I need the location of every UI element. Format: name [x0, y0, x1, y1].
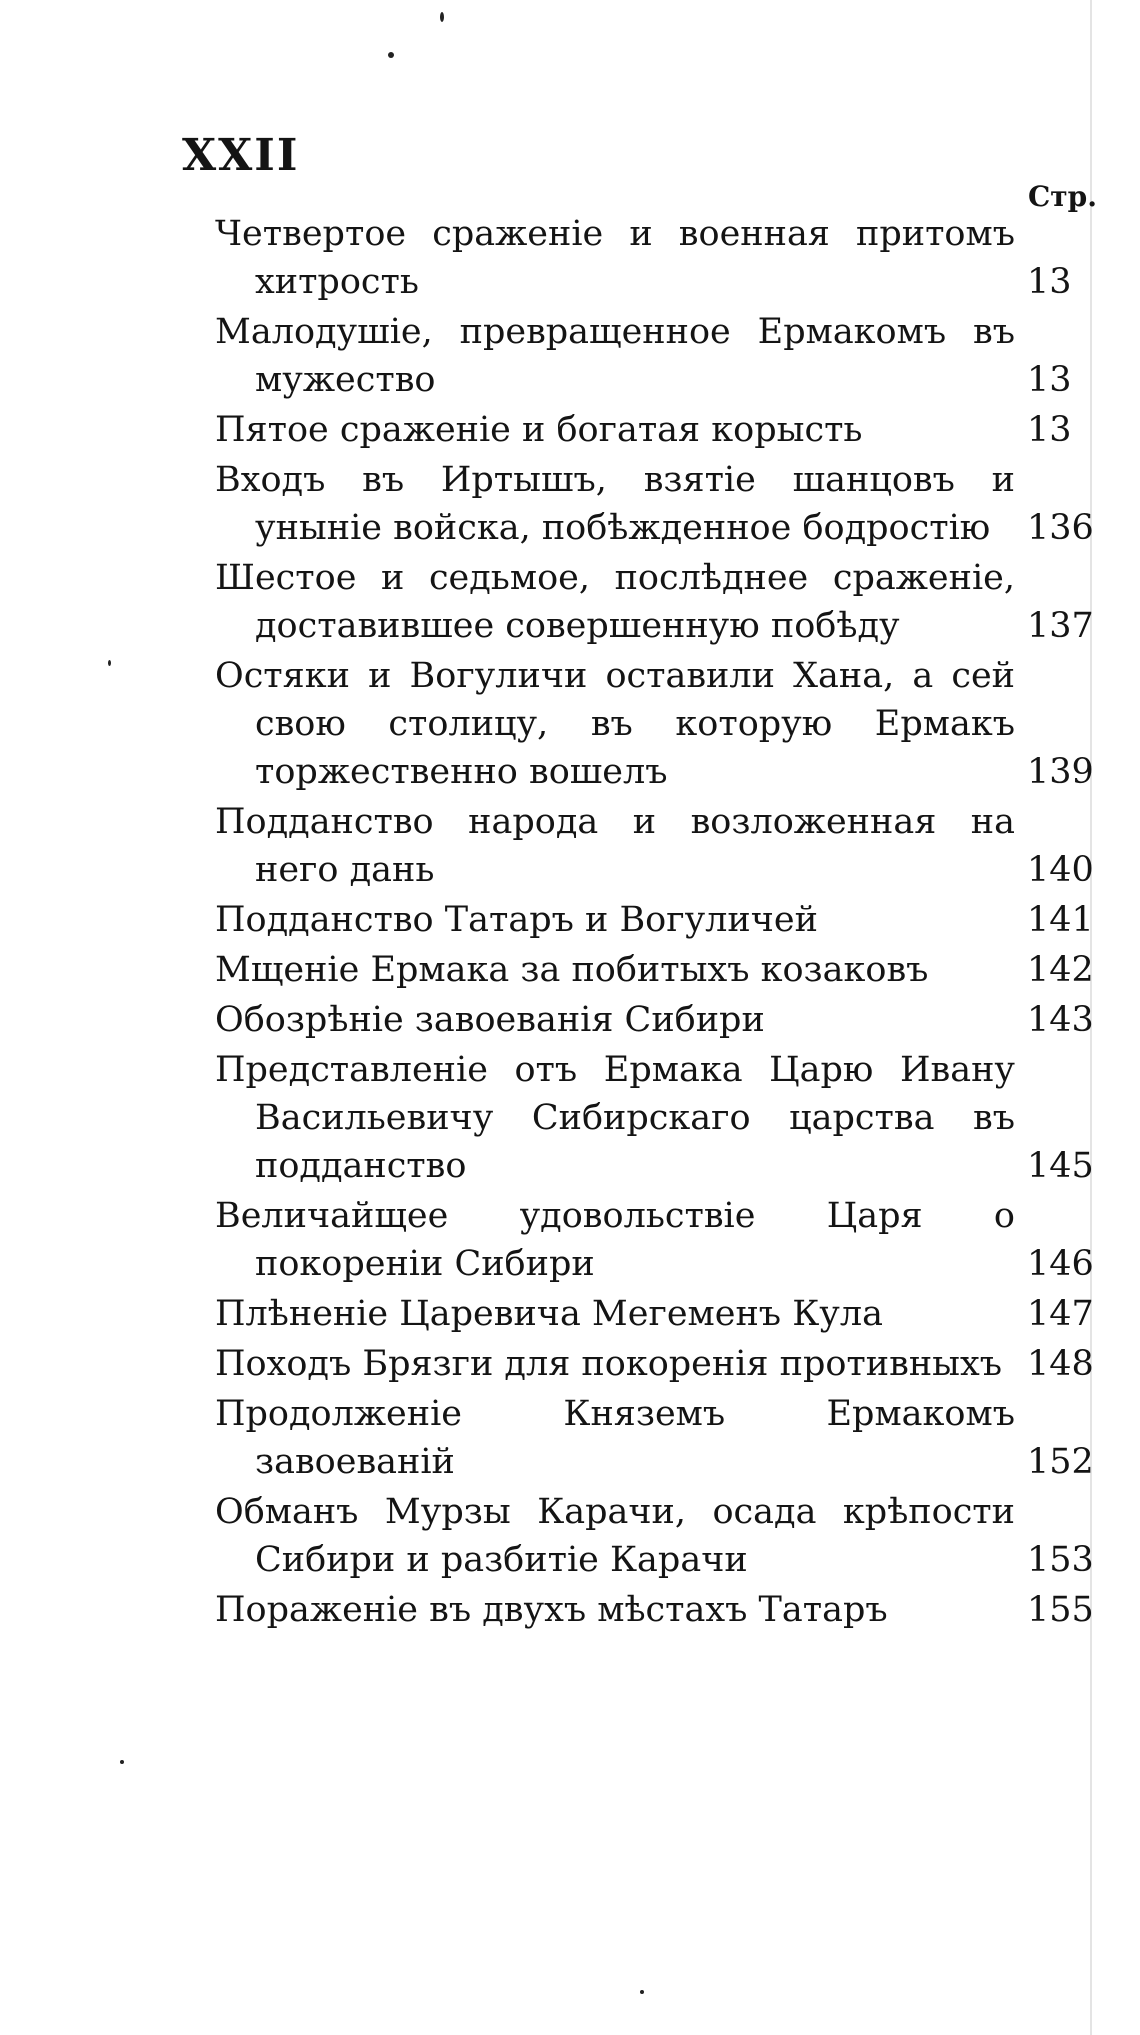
toc-entry-page: 136	[1027, 508, 1094, 548]
toc-entry	[215, 1586, 1140, 1634]
toc-entry	[215, 210, 1140, 306]
toc-entry	[215, 1192, 1140, 1288]
table-of-contents	[215, 210, 1140, 1634]
toc-entry-title: Мщеніе Ермака за побитыхъ козаковъ	[215, 950, 929, 990]
paper-speck	[640, 1990, 644, 1994]
toc-entry	[215, 308, 1140, 404]
toc-entry-title: Походъ Брязги для покоренія противныхъ	[215, 1344, 1003, 1384]
toc-entry-title: Пятое сраженіе и богатая корысть	[215, 410, 863, 450]
toc-entry	[215, 652, 1140, 796]
paper-speck	[440, 12, 444, 22]
toc-entry	[215, 456, 1140, 552]
toc-entry-title: Подданство Татаръ и Вогуличей	[215, 900, 818, 940]
toc-entry-title: Обозрѣніе завоеванія Сибири	[215, 1000, 765, 1040]
toc-entry-page: 13	[1027, 410, 1072, 450]
toc-entry-title: Остяки и Вогуличи оставили Хана, а сей свою столицу, въ которую Ермакъ торжественно вошелъ	[215, 656, 1015, 792]
toc-entry-title: Четвертое сраженіе и военная притомъ хитрость	[215, 214, 1015, 302]
toc-entry	[215, 896, 1140, 944]
toc-entry-title: Входъ въ Иртышъ, взятіе шанцовъ и уныніе войска, побѣжденное бодростію	[215, 460, 1015, 548]
paper-speck	[120, 1760, 124, 1764]
toc-entry	[215, 1390, 1140, 1486]
toc-entry-page: 13	[1027, 360, 1072, 400]
toc-entry-page: 143	[1027, 1000, 1094, 1040]
toc-entry-page: 139	[1027, 752, 1094, 792]
toc-entry-page: 140	[1027, 850, 1094, 890]
toc-entry-page: 152	[1027, 1442, 1094, 1482]
toc-entry-page: 137	[1027, 606, 1094, 646]
toc-entry-page: 141	[1027, 900, 1094, 940]
toc-entry-page: 155	[1027, 1590, 1094, 1630]
toc-entry	[215, 1488, 1140, 1584]
toc-entry	[215, 1046, 1140, 1190]
toc-entry-title: Представленіе отъ Ермака Царю Ивану Васильевичу Сибирскаго царства въ подданство	[215, 1050, 1015, 1186]
toc-entry	[215, 406, 1140, 454]
toc-entry-title: Величайщее удовольствіе Царя о покореніи Сибири	[215, 1196, 1015, 1284]
toc-entry-page: 148	[1027, 1344, 1094, 1384]
toc-entry	[215, 798, 1140, 894]
toc-entry-title: Подданство народа и возложенная на него дань	[215, 802, 1015, 890]
toc-entry-title: Плѣненіе Царевича Мегеменъ Кула	[215, 1294, 883, 1334]
toc-entry-page: 153	[1027, 1540, 1094, 1580]
toc-entry-title: Пораженіе въ двухъ мѣстахъ Татаръ	[215, 1590, 888, 1630]
toc-entry-title: Малодушіе, превращенное Ермакомъ въ мужество	[215, 312, 1015, 400]
page-number: XXII	[182, 130, 300, 181]
toc-entry-page: 146	[1027, 1244, 1094, 1284]
toc-entry-page: 145	[1027, 1146, 1094, 1186]
paper-speck	[108, 660, 111, 666]
toc-entry	[215, 946, 1140, 994]
toc-entry-title: Обманъ Мурзы Карачи, осада крѣпости Сибири и разбитіе Карачи	[215, 1492, 1015, 1580]
toc-entry	[215, 996, 1140, 1044]
toc-entry	[215, 1340, 1140, 1388]
toc-entry-title: Продолженіе Княземъ Ермакомъ завоеваній	[215, 1394, 1015, 1482]
toc-entry	[215, 554, 1140, 650]
toc-entry-title: Шестое и седьмое, послѣднее сраженіе, доставившее совершенную побѣду	[215, 558, 1015, 646]
toc-entry-page: 142	[1027, 950, 1094, 990]
paper-speck	[388, 52, 394, 58]
toc-entry	[215, 1290, 1140, 1338]
toc-entry-page: 147	[1027, 1294, 1094, 1334]
toc-entry-page: 13	[1027, 262, 1072, 302]
page-column-header: Стр.	[1028, 180, 1097, 213]
